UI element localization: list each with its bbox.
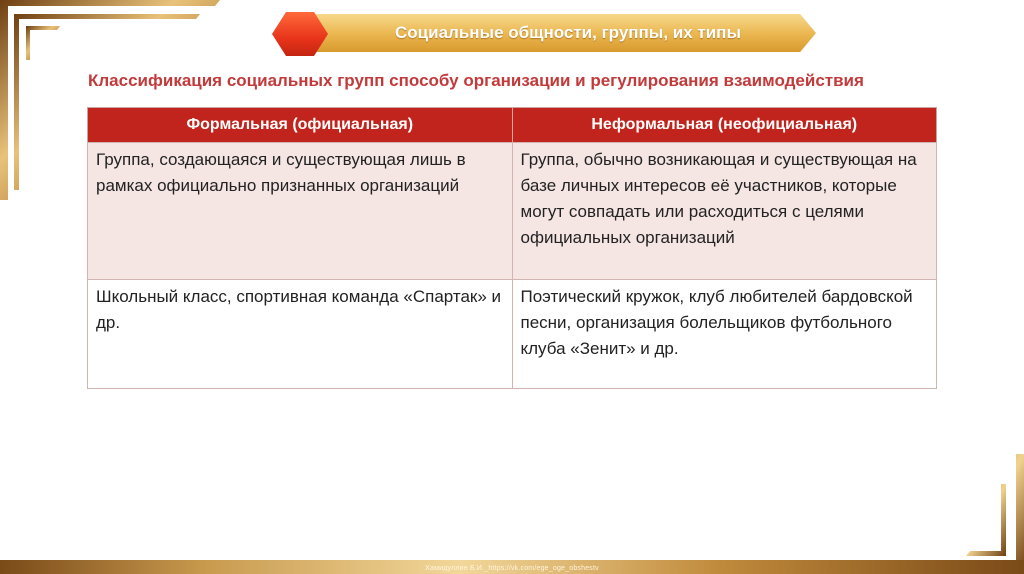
cell-informal-examples: Поэтический кружок, клуб любителей бардовской песни, организация болельщиков футбольного клуба «Зенит» и др. [512, 280, 937, 389]
header-informal: Неформальная (неофициальная) [512, 108, 937, 143]
title-banner [268, 12, 820, 56]
cell-informal-definition: Группа, обычно возникающая и существующая на базе личных интересов её участников, которые могут совпадать или расходиться с целями официальных организаций [512, 143, 937, 280]
footer-credit: Хамидуллин Б.И._https://vk.com/ege_oge_obshestv [425, 565, 599, 572]
gold-frame-bottom-right [954, 454, 1024, 574]
table-row [88, 280, 937, 389]
cell-formal-examples: Школьный класс, спортивная команда «Спартак» и др. [88, 280, 513, 389]
table-row [88, 143, 937, 280]
classification-table [87, 107, 937, 389]
table-header-row [88, 108, 937, 143]
page-title: Социальные общности, группы, их типы [395, 23, 741, 42]
cell-formal-definition: Группа, создающаяся и существующая лишь в рамках официально признанных организаций [88, 143, 513, 280]
section-subtitle: Классификация социальных групп способу организации и регулирования взаимодействия [88, 71, 864, 90]
header-formal: Формальная (официальная) [88, 108, 513, 143]
